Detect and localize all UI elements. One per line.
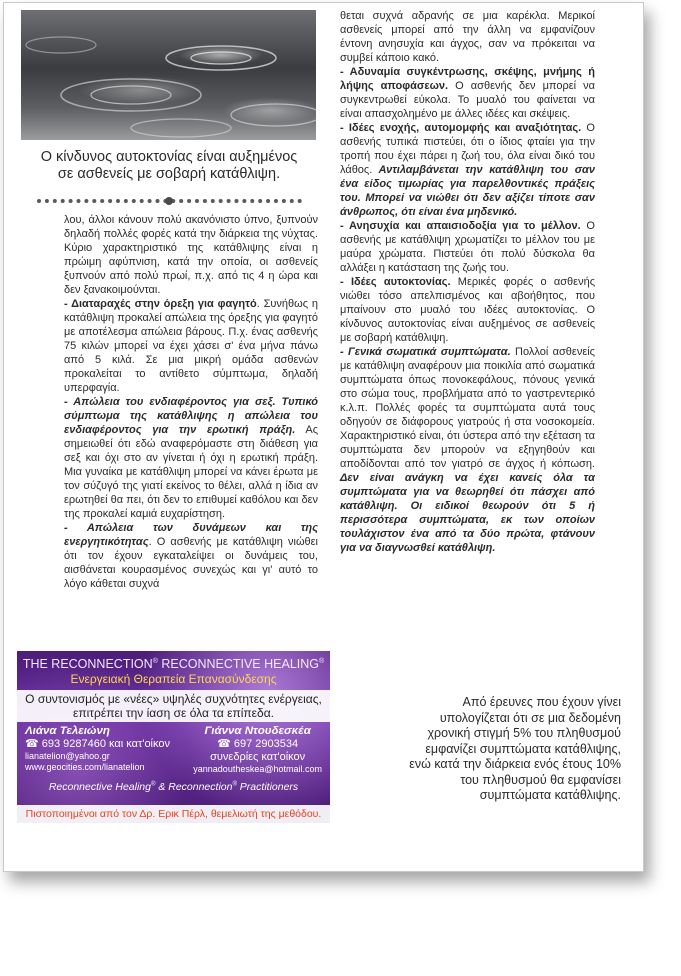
photo-caption: Ο κίνδυνος αυτοκτονίας είναι αυξημένος σε ασθενείς με σοβαρή κατάθλιψη. [40, 149, 298, 182]
paragraph [340, 121, 595, 219]
paragraph-text: λου, άλλοι κάνουν πολύ ακανόνιστο ύπνο, ξυπνούν δηλαδή πολλές φορές κατά την διάρκεια της νύχτας. Κύριο χαρακτηριστικό της κατάθλιψης είναι η πρώιμη αφύπνιση, κατά την οποία, οι ασθενείς ξυπνούν από πολύ πρωί, π.χ. από τις 4 η ώρα και δεν ξανακοιμούνται. [64, 214, 318, 296]
subheading: - Απώλεια των δυνάμεων και της ενεργητικότητας [64, 522, 318, 548]
divider-dot [165, 197, 173, 205]
contact-email: lianatelion@yahoo.gr [25, 751, 110, 761]
article-column-left [64, 213, 318, 591]
practitioners-part: Reconnective Healing [48, 781, 151, 793]
paragraph-text: Ο ασθενής δεν μπορεί να συγκεντρωθεί εύκολα. Το μυαλό του φαίνεται να είναι απασχολημένο με άλλες ιδέες και σκέψεις. [340, 80, 596, 120]
contact-left [25, 725, 170, 775]
subheading: - Ιδέες ενοχής, αυτομομφής και αναξιότητας. [340, 122, 582, 134]
paragraph-text: Ας σημειωθεί ότι εδώ αναφερόμαστε στη διάθεση για σεξ και όχι στο αν γίνεται ή όχι η ερωτική πράξη. Μια γυναίκα με κατάθλιψη μπορεί να κάνει έρωτα με τον σύζυγό της γιατί εκείνος το θέλει, αλλά η ίδια αν ερωτηθεί θα πει, ότι δεν το επιθυμεί καθόλου και δεν της προκαλεί καμιά ευχαρίστηση. [64, 424, 319, 520]
ad-practitioners [17, 781, 330, 793]
ad-contacts [17, 722, 330, 775]
subheading: - Ανησυχία και απαισιοδοξία για το μέλλον. [340, 220, 581, 232]
paragraph [340, 65, 595, 121]
paragraph-text: θεται συχνά αδρανής σε μια καρέκλα. Μερικοί ασθενείς μπορεί από την άλλη να εμφανίζουν έντονη ανησυχία και άγχος, σαν να πρόκειται να συμβεί κάποιο κακό. [340, 10, 595, 64]
contact-right [193, 725, 322, 775]
emphasis-text: Δεν είναι ανάγκη να έχει κανείς όλα τα συμπτώματα για να θεωρηθεί ότι πάσχει από κατάθλιψη. Οι ειδικοί θεωρούν ότι 5 ή περισσότερα συμπτώματα, εκ των οποίων τουλάχιστον ένα από τα δύο πρώτα, φτάνουν για να διαγνωσθεί κατάθλιψη. [340, 472, 595, 554]
ad-subtitle: Ενεργειακή Θεραπεία Επανασύνδεσης [70, 672, 277, 686]
paragraph-text: Ο ασθενής με κατάθλιψη χρωματίζει το μέλλον του με μαύρα χρώματα. Πιστεύει ότι πολύ δύσκολα θα αλλάξει η κατάσταση της ζωής του. [340, 220, 595, 274]
paragraph-text: . Συνήθως η κατάθλιψη προκαλεί απώλεια της όρεξης για φαγητό με αποτέλεσμα απώλεια βάρους. Π.χ. ένας ασθενής 75 κιλών μπορεί να έχει χάσει σ' ένα μήνα πάνω από 5 κιλά. Σε μια μικρή ομάδα ασθενών προκαλείται το αντίθετο σύμπτωμα, δηλαδή υπερφαγία. [64, 298, 319, 394]
registered-mark: ® [319, 657, 325, 665]
subheading: - Απώλεια του ενδιαφέροντος για σεξ [64, 396, 273, 408]
ad-title-part: THE RECONNECTION [22, 657, 153, 671]
paragraph [340, 345, 595, 555]
statistics-pullquote: Από έρευνες που έχουν γίνει υπολογίζεται ότι σε μια δεδομένη χρονική στιγμή 5% του πληθυσμού εμφανίζει συμπτώματα κατάθλιψης, ενώ κατά την διάρκεια ενός έτους 10% του πληθυσμού θα εμφανίσει συμπτώματα κατάθλιψης. [409, 695, 621, 802]
paragraph [64, 297, 318, 395]
ad-certification: Πιστοποιημένοι από τον Δρ. Ερικ Πέρλ, θεμελιωτή της μεθόδου. [17, 805, 330, 823]
water-ripples-graphic [21, 10, 316, 140]
contact-phone: ☎ 697 2903534 [217, 738, 299, 750]
practitioners-part: Practitioners [236, 781, 299, 793]
registered-mark: ® [150, 781, 156, 788]
reconnection-advertisement [17, 651, 330, 823]
contact-website: www.geocities.com/lianatelion [25, 762, 145, 772]
ad-title-part: RECONNECTIVE HEALING [157, 657, 319, 671]
paragraph-text: Ο ασθενής τυπικά πιστεύει, ότι ο ίδιος φταίει για την τροπή που έχει πάρει η ζωή του, όλα είναι δικό του λάθος. [340, 122, 595, 176]
ad-tagline: Ο συντονισμός με «νέες» υψηλές συχνότητες ενέργειας, επιτρέπει την ίαση σε όλα τα επίπεδα. [17, 690, 330, 722]
emphasis-text: Αντιλαμβάνεται την κατάθλιψη του σαν ένα είδος τιμωρίας για παρελθοντικές πράξεις του. Μπορεί να νιώθει ότι δεν αξίζει τίποτε σαν άνθρωπος, ότι είναι ένα μηδενικό. [340, 164, 595, 218]
paragraph [64, 395, 318, 521]
magazine-page [3, 2, 644, 872]
paragraph-text: . Ο ασθενής με κατάθλιψη νιώθει ότι τον έχουν εγκαταλείψει οι δυνάμεις του, αισθάνεται κουρασμένος συνεχώς και γι' αυτό το λόγο κάθεται συχνά [64, 536, 318, 590]
subheading: - Γενικά σωματικά συμπτώματα. [340, 346, 511, 358]
emphasis-text: . Τυπικό σύμπτωμα της κατάθλιψης η απώλεια του ενδιαφέροντος για την ερωτική πράξη. [64, 396, 318, 436]
article-column-right [340, 9, 595, 555]
contact-email: yannadoutheskea@hotmail.com [193, 764, 322, 774]
subheading: - Αδυναμία συγκέντρωσης, σκέψης, μνήμης ή λήψης αποφάσεων. [340, 66, 595, 92]
paragraph-text: Μερικές φορές ο ασθενής νιώθει τόσο απελπισμένος και αβοήθητος, που μπαίνουν στο μυαλό του ιδέες αυτοκτονίας. Ο κίνδυνος αυτοκτονίας είναι αυξημένος σε ασθενείς με σοβαρή κατάθλιψη. [340, 276, 595, 344]
paragraph-text: Πολλοί ασθενείς με κατάθλιψη αναφέρουν μια ποικιλία από σωματικά συμπτώματα όπως πονοκεφάλους, πόνους γενικά στο σώμα τους, προβλήματα από το γαστρεντερικό κ.λ.π. Πολλές φορές τα συμπτώματα αυτά τους οδηγούν σε διάφορους γιατρούς ή στα νοσοκομεία. Χαρακτηριστικό είναι, ότι ύστερα από την εξέταση τα συμπτώματα δεν μπορούν να εξηγηθούν και αποδίδονται από τον γιατρό σε άγχος ή κόπωση. [340, 346, 595, 470]
ad-title [17, 657, 330, 671]
practitioners-part: & Reconnection [155, 781, 233, 793]
water-drops-photo [21, 10, 316, 140]
paragraph [340, 9, 595, 65]
registered-mark: ® [152, 657, 158, 665]
contact-note: συνεδρίες κατ'οίκον [210, 751, 306, 763]
paragraph [340, 275, 595, 345]
dotted-divider [37, 199, 302, 205]
paragraph [64, 213, 318, 297]
subheading: - Διαταραχές στην όρεξη για φαγητό [64, 298, 257, 310]
contact-name: Γιάννα Ντουδεσκέα [204, 725, 311, 737]
registered-mark: ® [232, 781, 237, 788]
contact-name: Λιάνα Τελειώνη [25, 725, 110, 737]
paragraph [340, 219, 595, 275]
contact-phone: ☎ 693 9287460 και κατ'οίκον [25, 738, 170, 750]
subheading: - Ιδέες αυτοκτονίας. [340, 276, 451, 288]
paragraph [64, 521, 318, 591]
